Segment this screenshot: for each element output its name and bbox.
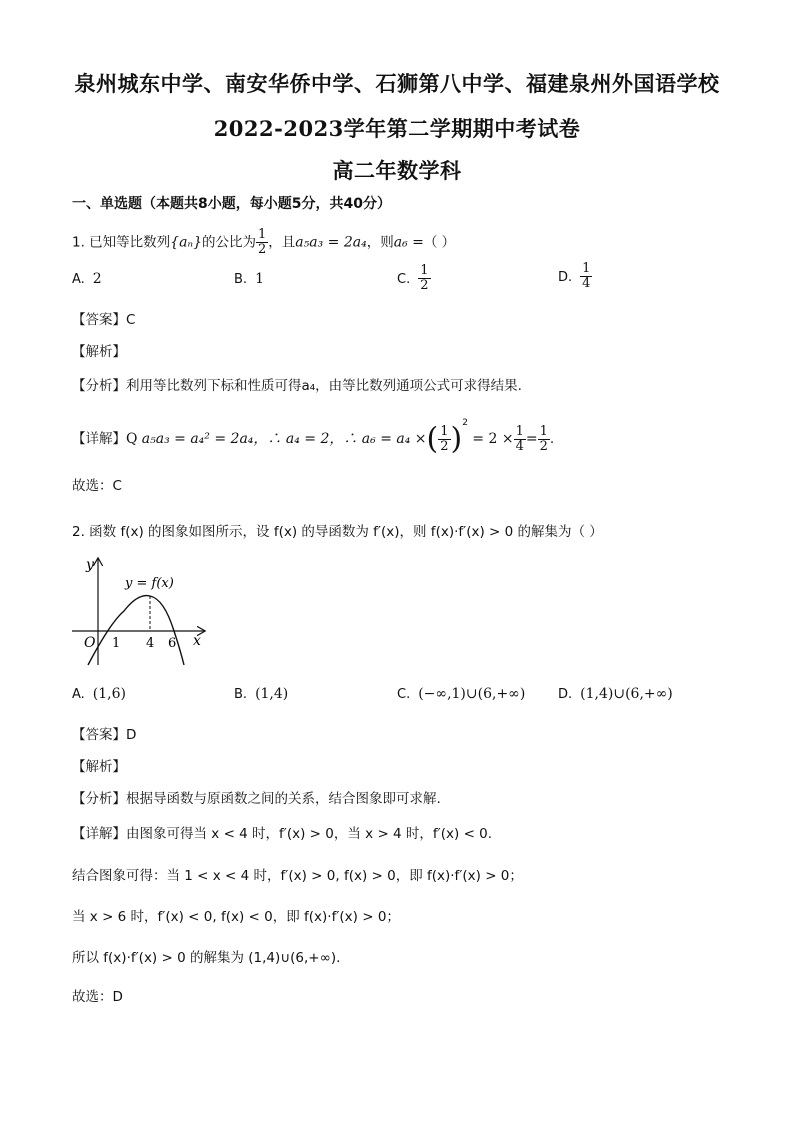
q2-x-label: x <box>193 633 201 649</box>
q1-paren-right: ) <box>450 421 463 457</box>
q2-analysis-label: 【解析】 <box>72 759 126 775</box>
q2-detail <box>72 822 492 842</box>
q2-option-c-label: C. <box>397 687 411 702</box>
q2-fenxi <box>72 787 441 807</box>
q2-option-d-label: D. <box>558 687 573 702</box>
q1-fenxi-text: 利用等比数列下标和性质可得a₄，由等比数列通项公式可求得结果. <box>126 378 522 394</box>
q1-mid: 的公比为 <box>202 234 257 251</box>
q1-detail-frac1 <box>438 425 450 454</box>
q1-answer-value: C <box>126 312 136 328</box>
q2-detail-label: 【详解】 <box>72 826 126 842</box>
q2-option-c <box>397 686 525 702</box>
subject-title: 高二年数学科 <box>332 158 462 183</box>
q2-fenxi-label: 【分析】 <box>72 791 126 807</box>
q2-answer <box>72 723 136 743</box>
q2-tick-6: 6 <box>168 636 177 651</box>
q1-option-d-num: 1 <box>582 261 591 276</box>
q1-option-d-frac <box>580 262 592 291</box>
q1-detail-frac3 <box>538 425 550 454</box>
q1-option-a-label: A. <box>72 272 85 287</box>
q2-option-b-label: B. <box>234 687 248 702</box>
q2-detail-line3: 当 x > 6 时，f′(x) < 0, f(x) < 0，即 f(x)·f′(x) > 0； <box>72 909 400 925</box>
q1-option-d <box>558 262 592 291</box>
q2-detail-line4: 所以 f(x)·f′(x) > 0 的解集为 (1,4)∪(6,+∞). <box>72 950 341 966</box>
q1-option-b-label: B. <box>234 272 248 287</box>
q1-option-b-value: 1 <box>255 271 264 287</box>
q2-option-d <box>558 686 673 702</box>
q1-option-c-num: 1 <box>420 263 429 278</box>
q1-frac1-den: 2 <box>440 438 449 454</box>
q1-frac3-den: 2 <box>539 438 548 454</box>
q1-answer-label: 【答案】 <box>72 312 126 328</box>
q1-power: 2 <box>462 418 468 428</box>
q2-tick-4: 4 <box>146 636 155 651</box>
q1-detail-frac2 <box>514 425 526 454</box>
q1-ask-prefix: ，则 <box>366 234 394 251</box>
q2-option-a-label: A. <box>72 687 85 702</box>
q1-fenxi <box>72 374 522 394</box>
q1-option-c-den: 2 <box>420 278 429 293</box>
q1-condition: a₅a₃ = 2a₄ <box>295 234 367 251</box>
q1-answer <box>72 308 135 328</box>
q2-tick-1: 1 <box>112 636 121 651</box>
q1-ratio-den: 2 <box>258 242 267 257</box>
q1-paren-left: ( <box>426 421 439 457</box>
q2-option-a-value: (1,6) <box>92 686 126 702</box>
q2-option-d-value: (1,4)∪(6,+∞) <box>580 686 673 702</box>
q2-curve <box>88 596 184 665</box>
q1-ask: a₆ = <box>393 234 424 251</box>
q1-ratio-num: 1 <box>258 227 267 242</box>
q1-frac3-num: 1 <box>539 423 548 439</box>
question-2: 2. 函数 f(x) 的图象如图所示，设 f(x) 的导函数为 f′(x)，则 f(x)·f′(x) > 0 的解集为（ ） <box>72 524 603 540</box>
q1-option-a <box>72 271 102 287</box>
q1-detail-q: Q <box>126 431 138 447</box>
q1-frac1-num: 1 <box>440 423 449 439</box>
q1-option-c-frac <box>418 264 430 293</box>
q1-option-b <box>234 271 264 287</box>
q1-ratio-fraction <box>256 228 268 257</box>
exam-title: 2022-2023学年第二学期期中考试卷 <box>213 116 581 141</box>
q2-option-c-value: (−∞,1)∪(6,+∞) <box>418 686 526 702</box>
q1-option-c <box>397 264 431 293</box>
q2-fenxi-text: 根据导函数与原函数之间的关系，结合图象即可求解. <box>126 791 441 807</box>
q1-option-a-value: 2 <box>92 271 102 287</box>
q2-detail-line2: 结合图象可得：当 1 < x < 4 时，f′(x) > 0, f(x) > 0，即 f(x)·f′(x) > 0； <box>72 868 523 884</box>
q2-choose: 故选：D <box>72 989 123 1005</box>
q2-option-a <box>72 686 126 702</box>
q1-detail-eq5: = <box>525 431 538 447</box>
school-names-title: 泉州城东中学、南安华侨中学、石狮第八中学、福建泉州外国语学校 <box>74 71 720 96</box>
q1-detail: 【详解】Q a₅a₃ = a₄² = 2a₄，∴ a₄ = 2，∴ a₆ = a₄ ×( $\frac{1}{2}$ )$^2$ = 2 × $\frac{1}{4}$ = $\frac{1}{2}$ . <box>72 418 555 457</box>
q1-sequence: {aₙ} <box>170 234 203 251</box>
q1-detail-eq1: a₅a₃ = a₄² = 2a₄ <box>141 431 254 447</box>
q1-option-d-den: 4 <box>582 276 591 291</box>
q1-frac2-den: 4 <box>515 438 524 454</box>
q2-func-label: y = f(x) <box>125 576 174 591</box>
q1-detail-eq2: ，∴ a₄ = 2 <box>253 431 330 447</box>
section-heading: 一、单选题（本题共8小题，每小题5分，共40分） <box>72 196 391 212</box>
question-1 <box>72 228 455 257</box>
q1-analysis-label: 【解析】 <box>72 344 126 360</box>
q2-detail-line1: 由图象可得当 x < 4 时，f′(x) > 0，当 x > 4 时，f′(x) < 0. <box>126 826 493 842</box>
q1-cond-prefix: ，且 <box>268 234 296 251</box>
q1-option-c-label: C. <box>397 271 411 287</box>
q1-fenxi-label: 【分析】 <box>72 378 126 394</box>
q1-detail-eq3: ，∴ a₆ = a₄ × <box>329 431 427 447</box>
q1-option-d-label: D. <box>558 269 573 285</box>
q2-origin-label: O <box>84 635 96 651</box>
q2-answer-label: 【答案】 <box>72 727 126 743</box>
q1-detail-eq4: = 2 × <box>472 431 514 447</box>
q1-paren: （ ） <box>423 234 456 251</box>
q2-y-label: y <box>86 557 94 573</box>
q2-option-b-value: (1,4) <box>255 686 289 702</box>
q1-choose: 故选：C <box>72 478 122 494</box>
q2-answer-value: D <box>126 727 137 743</box>
q2-option-b <box>234 686 288 702</box>
q1-frac2-num: 1 <box>515 423 524 439</box>
q2-function-graph <box>70 553 210 671</box>
q1-detail-label: 【详解】 <box>72 431 126 447</box>
q1-prefix: 1. 已知等比数列 <box>72 234 171 251</box>
